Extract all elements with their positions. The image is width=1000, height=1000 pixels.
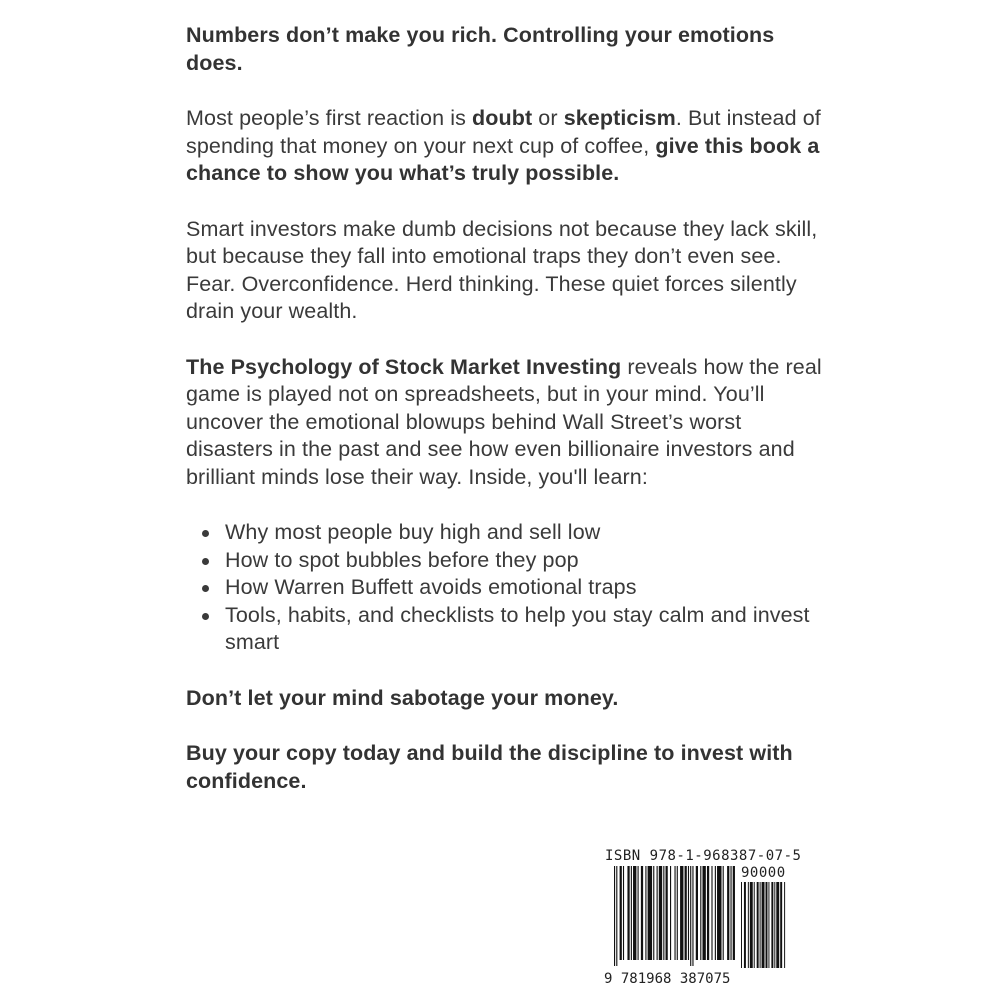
list-item	[186, 547, 826, 575]
list-item-text: How Warren Buffett avoids emotional traps	[225, 575, 637, 599]
intro-text-2: or	[532, 106, 564, 130]
barcode-addon-icon	[741, 882, 793, 970]
barcode-bar	[688, 866, 689, 960]
intro-text-1: Most people’s first reaction is	[186, 106, 473, 130]
barcode-bar	[766, 882, 768, 968]
barcode-bar	[757, 882, 759, 968]
barcode-bar	[723, 866, 724, 960]
isbn-label: ISBN 978-1-968387-07-5	[605, 848, 802, 864]
list-item	[186, 519, 826, 547]
barcode-bar	[641, 866, 643, 960]
cta-sabotage: Don’t let your mind sabotage your money.	[186, 685, 619, 710]
book-title: The Psychology of Stock Market Investing	[186, 354, 622, 379]
barcode-bar	[727, 866, 729, 960]
barcode-bar	[690, 866, 691, 966]
barcode-bar	[627, 866, 629, 960]
intro-bold-skepticism: skepticism	[563, 106, 676, 130]
barcode-bar	[750, 882, 753, 968]
list-item	[186, 602, 826, 657]
barcode-bar	[774, 882, 775, 968]
barcode-bar	[685, 866, 687, 960]
barcode-bar	[784, 882, 785, 968]
barcode-bar	[780, 882, 782, 968]
intro-bold-chance: give this book a chance to show you what’s truly possible.	[186, 133, 820, 185]
barcode-bar	[657, 866, 658, 960]
barcode-bar	[702, 866, 705, 960]
list-item-text: Why most people buy high and sell low	[225, 520, 601, 544]
barcode-bar	[674, 866, 675, 960]
barcode-bar	[670, 866, 671, 960]
barcode-bar	[762, 882, 765, 968]
barcode-bar	[730, 866, 731, 960]
barcode-bar	[741, 882, 742, 968]
barcode-bar	[700, 866, 701, 960]
book-description: reveals how the real game is played not on spreadsheets, but in your mind. You’ll uncover the emotional blowups behind Wall Street’s worst disasters in the past and see how even billionaire investors and brilliant minds lose their way. Inside, you'll learn:	[186, 354, 822, 489]
barcode-bar	[633, 866, 636, 960]
barcode-bar	[620, 866, 622, 960]
barcode-bar	[715, 866, 716, 960]
intro-paragraph	[186, 105, 826, 188]
barcode-bar	[748, 882, 749, 968]
barcode-bar	[648, 866, 652, 960]
barcode-bar	[717, 866, 721, 960]
headline: Numbers don’t make you rich. Controlling your emotions does.	[186, 23, 775, 75]
barcode-bar	[653, 866, 654, 960]
barcode-digits: 9 781968 387075	[604, 971, 731, 987]
barcode-bar	[663, 866, 664, 960]
bullet-icon	[202, 585, 209, 592]
barcode-bar	[711, 866, 712, 960]
traps-paragraph: Smart investors make dumb decisions not because they lack skill, but because they fall into emotional traps they don’t even see. Fear. Overconfidence. Herd thinking. These quiet forces silently drain your wealth.	[186, 216, 818, 323]
barcode-bar	[616, 866, 617, 966]
list-item-text: How to spot bubbles before they pop	[225, 547, 579, 572]
intro-text-3: . But instead of spending that money on your next cup of coffee,	[186, 106, 821, 158]
barcode-bar	[707, 866, 709, 960]
barcode-bar	[614, 866, 615, 966]
barcode-bar	[631, 866, 632, 960]
barcode-bar	[645, 866, 646, 960]
barcode-bar	[677, 866, 678, 960]
barcode-icon	[614, 866, 736, 970]
bullet-icon	[202, 613, 209, 620]
learning-list	[186, 519, 826, 657]
cta-buy: Buy your copy today and build the discipline to invest with confidence.	[186, 741, 793, 793]
barcode-bar	[680, 866, 683, 960]
barcode-bar	[776, 882, 779, 968]
price-code: 90000	[741, 865, 786, 881]
barcode-bar	[768, 882, 769, 968]
bullet-icon	[202, 530, 209, 537]
barcode-bar	[771, 882, 773, 968]
barcode-bar	[744, 882, 746, 968]
list-item	[186, 574, 826, 602]
barcode-bar	[696, 866, 698, 960]
barcode-bar	[692, 866, 693, 966]
intro-bold-doubt: doubt	[472, 106, 533, 130]
book-paragraph	[186, 354, 826, 492]
bullet-icon	[202, 558, 209, 565]
barcode-bar	[623, 866, 624, 960]
barcode-bar	[754, 882, 755, 968]
blurb	[186, 22, 826, 823]
barcode-bar	[733, 866, 735, 960]
list-item-text: Tools, habits, and checklists to help you stay calm and invest smart	[225, 602, 810, 654]
barcode-bar	[659, 866, 662, 960]
barcode-bar	[760, 882, 761, 968]
barcode-bar	[666, 866, 668, 960]
barcode-bar	[638, 866, 639, 960]
